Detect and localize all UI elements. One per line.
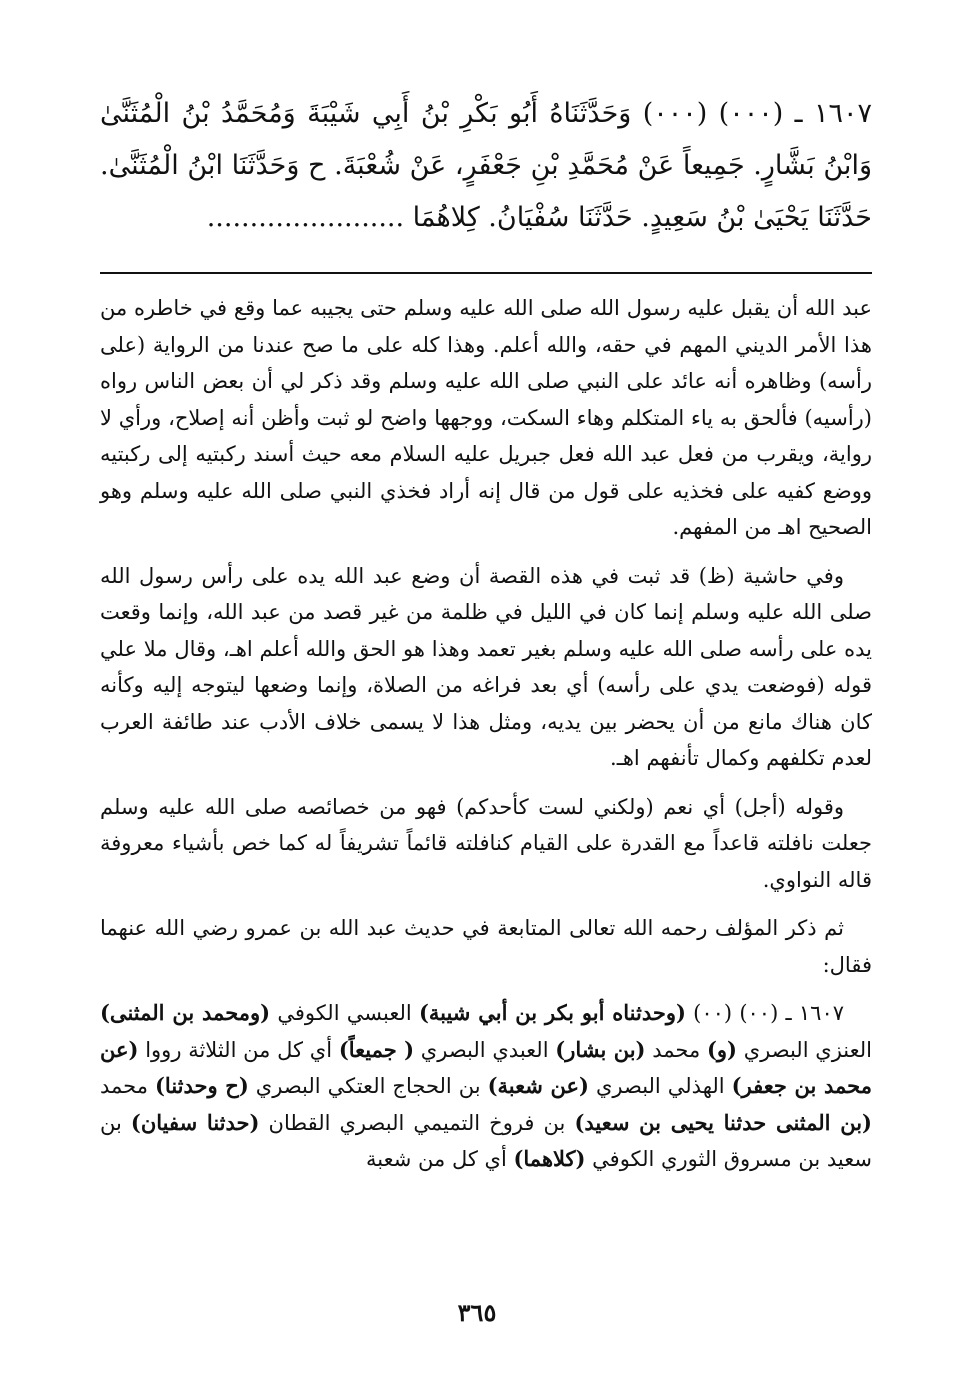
commentary-paragraph-5	[100, 995, 872, 1178]
hadith-text: ١٦٠٧ ـ (٠٠٠) (٠٠٠) وَحَدَّثَنَاهُ أَبُو بَكْرِ بْنُ أَبِي شَيْبَةَ وَمُحَمَّدُ بْنُ الْمُثَنَّىٰ وَابْنُ بَشَّارٍ. جَمِيعاً عَنْ مُحَمَّدِ بْنِ جَعْفَرٍ، عَنْ شُعْبَةَ. ح وَحَدَّثَنَا ابْنُ الْمُثَنَّىٰ. حَدَّثَنَا يَحْيَىٰ بْنُ سَعِيدٍ. حَدَّثَنَا سُفْيَانُ. كِلاهُمَا .......................	[100, 98, 872, 233]
commentary-paragraph-3: وقوله (أجل) أي نعم (ولكني لست كأحدكم) فهو من خصائصه صلى الله عليه وسلم جعلت نافلته قاعداً مع القدرة على القيام كنافلته قائماً تشريفاً له كما خص بأشياء معروفة قاله النواوي.	[100, 794, 872, 892]
quoted-text: (ح وحدثنا)	[154, 1073, 249, 1098]
explanation-text: أي كل من الثلاثة رووا	[138, 1037, 339, 1062]
page-content	[100, 88, 872, 1190]
explanation-text: بن الحجاج العتكي البصري	[248, 1074, 488, 1098]
quoted-text: (عن شعبة)	[487, 1073, 589, 1098]
commentary-paragraph-1: عبد الله أن يقبل عليه رسول الله صلى الله عليه وسلم حتى يجيبه عما وقع في خاطره من هذا الأمر الديني المهم في حقه، والله أعلم. وهذا كله على ما صح عندنا من الرواية (على رأسه) وظاهره أنه عائد على النبي صلى الله عليه وسلم وقد ذكر لي أن بعض الناس رواه (رأسيه) فألحق به ياء المتكلم وهاء السكت، ووجهها واضح لو ثبت وأظن أنه إصلاح، ورأي لا رواية، ويقرب من فعل عبد الله فعل جبريل عليه السلام معه حيث أسند ركبتيه إلى ركبتيه ووضع كفيه على فخذيه على قول من قال إنه أراد فخذي النبي صلى الله عليه وسلم وهو الصحيح اهـ من المفهم.	[100, 296, 872, 539]
explanation-text: العنزي البصري	[736, 1037, 873, 1062]
commentary-paragraph-2: وفي حاشية (ظ) قد ثبت في هذه القصة أن وضع عبد الله يده على رأس رسول الله صلى الله عليه وسلم إنما كان في الليل في ظلمة من غير قصد من عبد الله، وإنما وقعت يده على رأسه صلى الله عليه وسلم بغير تعمد وهذا هو الحق والله أعلم اهـ، وقال ملا علي قوله (فوضعت يدي على رأسه) أي بعد فراغه من الصلاة، وإنما وضعها ليتوجه إليه وكأنه كان هناك مانع من أن يحضر بين يديه، ومثل هذا لا يسمى خلاف الأدب عند طائفة العرب لعدم تكلفهم وكمال تأنفهم اهـ.	[100, 563, 872, 770]
explanation-text: بن فروخ التميمي البصري القطان	[259, 1110, 575, 1135]
explanation-text: العبدي البصري	[414, 1037, 556, 1062]
quoted-text: (بن المثنى حدثنا يحيى بن سعيد)	[574, 1109, 872, 1135]
explanation-text: محمد	[100, 1074, 155, 1098]
commentary-paragraph-4: ثم ذكر المؤلف رحمه الله تعالى المتابعة في حديث عبد الله بن عمرو رضي الله عنهما فقال:	[100, 916, 872, 977]
explanation-text: أي كل من شعبة	[366, 1147, 514, 1171]
quoted-text: (عن محمد بن جعفر)	[100, 1036, 872, 1098]
quoted-text: (ومحمد بن المثنى)	[100, 1000, 271, 1025]
explanation-text: بن سعيد بن مسروق الثوري الكوفي	[100, 1110, 872, 1171]
quoted-text: (بن بشار)	[555, 1036, 646, 1062]
separator-rule	[100, 272, 872, 274]
quoted-text: (حدثنا سفيان)	[130, 1109, 260, 1135]
explanation-text: العبسي الكوفي	[270, 1001, 419, 1025]
commentary	[100, 290, 872, 1178]
explanation-text: الهذلي البصري	[588, 1074, 732, 1098]
hadith-number: ١٦٠٧ ـ (٠٠) (٠٠)	[685, 1001, 845, 1025]
quoted-text: (كلاهما)	[513, 1146, 586, 1171]
explanation-text: محمد	[645, 1037, 707, 1062]
quoted-text: (و)	[706, 1036, 737, 1062]
page-number: ٣٦٥	[457, 1298, 497, 1327]
quoted-text: ( جميعاً)	[338, 1036, 415, 1062]
quoted-text: (وحدثناه أبو بكر بن أبي شيبة)	[418, 1000, 686, 1025]
